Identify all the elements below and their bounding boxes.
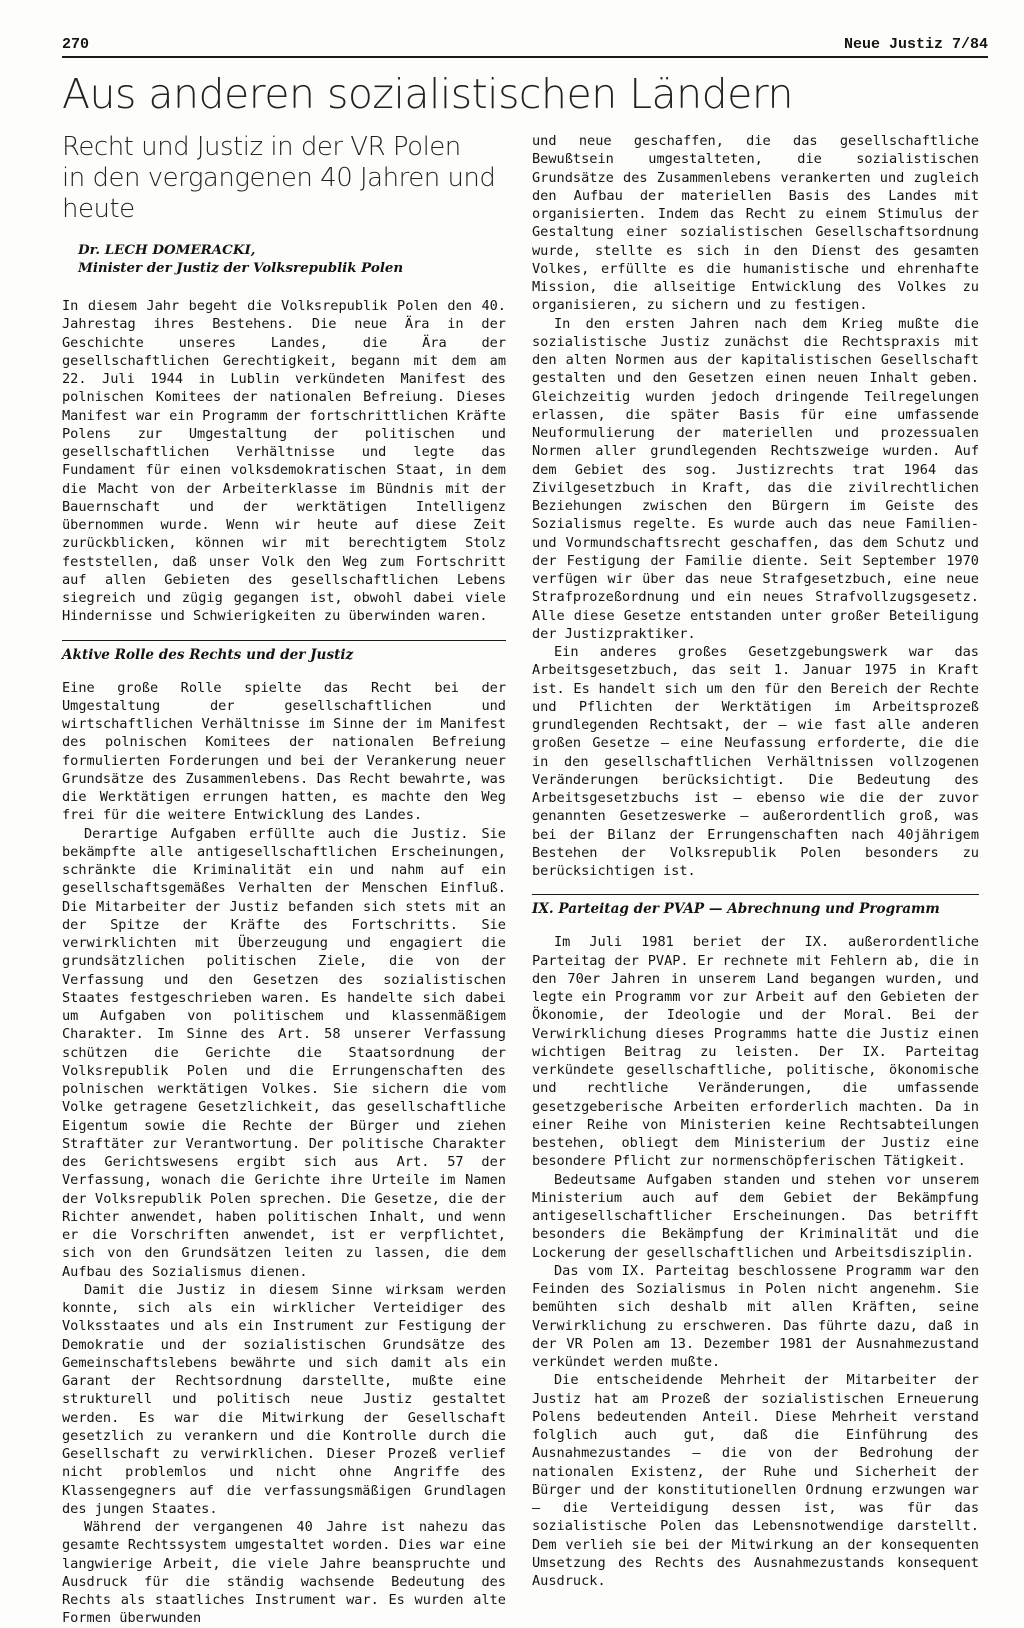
page-header [62,36,988,58]
article-title [62,132,506,225]
paragraph: und neue geschaffen, die das gesellschaftliche Bewußtsein umgestalteten, die sozialistischen Grundsätze des Zusammenlebens verankerten und zugleich den Aufbau der materiellen Basis des Landes mit organisierten. Indem das Recht zu einem Stimulus der Gestaltung einer sozialistischen Gesellschaftsordnung wurde, stellte es sich in den Dienst des gesamten Volkes, erfüllte es die humanistische und ehrenhafte Mission, die allseitige Entwicklung des Volkes zu organisieren, zu sichern und zu festigen. [532,133,979,314]
intro-paragraph: In diesem Jahr begeht die Volksrepublik Polen den 40. Jahrestag ihres Bestehens. Die neue Ära in der Geschichte unseres Landes, die Ära der gesellschaftlichen Gerechtigkeit, begann mit dem am 22. Juli 1944 in Lublin verkündeten Manifest des polnischen Komitees der nationalen Befreiung. Dieses Manifest war ein Programm der fortschrittlichen Kräfte Polens zur Umgestaltung der politischen und gesellschaftlichen Verhältnisse und legte das Fundament für einen volksdemokratischen Staat, in dem die Macht von der Arbeiterklasse im Bündnis mit der Bauernschaft und der werktätigen Intelligenz übernommen wurde. Wenn wir heute auf diese Zeit zurückblicken, können wir mit berechtigtem Stolz feststellen, daß unser Volk den Weg zum Fortschritt auf allen Gebieten des gesellschaftlichen Lebens siegreich und zügig gegangen ist, obwohl dabei viele Hindernisse und Schwierigkeiten zu überwinden waren. [62,298,506,625]
paragraph: Im Juli 1981 beriet der IX. außerordentliche Parteitag der PVAP. Er rechnete mit Fehlern ab, die in den 70er Jahren in unserem Land begangen wurden, und legte ein Programm vor zur Arbeit auf den Gebieten der Ökonomie, der Ideologie und der Moral. Bei der Verwirklichung dieses Programms hatte die Justiz einen wichtigen Beitrag zu leisten. Der IX. Parteitag verkündete gesellschaftliche, politische, ökonomische und rechtliche Veränderungen, die umfassende gesetzgeberische Arbeiten erforderlich machten. Da in einer Reihe von Ministerien keine Rechtsabteilungen bestehen, obliegt dem Ministerium der Justiz eine besondere Pflicht zur normenschöpferischen Tätigkeit. [532,934,979,1170]
paragraph: Bedeutsame Aufgaben standen und stehen vor unserem Ministerium auch auf dem Gebiet der Bekämpfung antigesellschaftlicher Erscheinungen. Das betrifft besonders die Bekämpfung der Kriminalität und die Lockerung der gesellschaftlichen und Arbeitsdisziplin. [532,1171,979,1261]
page-number: 270 [62,36,90,53]
paragraph: Das vom IX. Parteitag beschlossene Programm war den Feinden des Sozialismus in Polen nicht angenehm. Sie bemühten sich deshalb mit allen Kräften, seine Verwirklichung zu erschweren. Das führte dazu, daß in der VR Polen am 13. Dezember 1981 der Ausnahmezustand verkündet werden mußte. [532,1262,979,1370]
paragraph: Damit die Justiz in diesem Sinne wirksam werden konnte, sich als ein wirklicher Verteidiger des Volksstaates und als ein Instrument zur Festigung der Demokratie und der sozialistischen Grundsätze des Gemeinschaftslebens bewährte und sich damit als ein Garant der Rechtsordnung darstellte, mußte eine strukturell und politisch neue Justiz gestaltet werden. Es war die Mitwirkung der Gesellschaft gesetzlich zu verankern und die Kontrolle durch die Gesellschaft zu verwirklichen. Dieser Prozeß verlief nicht problemlos und nicht ohne Angriffe des Klassengegners auf die verfassungsmäßigen Grundlagen des jungen Staates. [62,1281,506,1517]
paragraph: Derartige Aufgaben erfüllte auch die Justiz. Sie bekämpfte alle antigesellschaftlichen Erscheinungen, schränkte die Kriminalität ein und nahm auf ein gesellschaftsgemäßes Verhalten der Menschen Einfluß. Die Mitarbeiter der Justiz befanden sich stets mit an der Spitze der Kräfte des Fortschritts. Sie verwirklichten mit Überzeugung und engagiert die grundsätzlichen politischen Ziele, die von der Verfassung und den Gesetzen des sozialistischen Staates festgeschrieben waren. Es handelte sich dabei um Aufgaben von politischem und klassenmäßigem Charakter. Im Sinne des Art. 58 unserer Verfassung schützen die Gerichte die Staatsordnung der Volksrepublik Polen und die Errungenschaften des polnischen werktätigen Volkes. Sie sichern die vom Volke getragene Gesetzlichkeit, das gesellschaftliche Eigentum sowie die Rechte der Bürger und ziehen Straftäter zur Verantwortung. Der politische Charakter des Gerichtswesens ergibt sich aus Art. 57 der Verfassung, wonach die Gerichte ihre Urteile im Namen der Volksrepublik Polen sprechen. Die Gesetze, die der Richter anwendet, haben politischen Inhalt, und wenn er die Vorschriften anwendet, ist er verpflichtet, sich von den Grundsätzen leiten zu lassen, die dem Aufbau des Sozialismus dienen. [62,825,506,1280]
paragraph: In den ersten Jahren nach dem Krieg mußte die sozialistische Justiz zunächst die Rechtspraxis mit den alten Normen aus der kapitalistischen Gesellschaft gestalten und den Gesetzen einen neuen Inhalt geben. Gleichzeitig wurden jedoch dringende Teilregelungen erlassen, die später Basis für eine umfassende Neuformulierung der materiellen und prozessualen Normen aller grundlegenden Rechtszweige wurden. Auf dem Gebiet des sog. Justizrechts trat 1964 das Zivilgesetzbuch in Kraft, das die zivilrechtlichen Beziehungen zwischen den Bürgern im Geiste des Sozialismus regelte. Es wurde auch das neue Familien- und Vormundschaftsrecht geschaffen, das dem Schutz und der Festigung der Familie diente. Seit September 1970 verfügen wir über das neue Strafgesetzbuch, eine neue Strafprozeßordnung und ein neues Strafvollzugsgesetz. Alle diese Gesetze entstanden unter großer Beteiligung der Justizpraktiker. [532,315,979,642]
section-title: Aus anderen sozialistischen Ländern [62,70,794,118]
paragraph: Während der vergangenen 40 Jahre ist nahezu das gesamte Rechtssystem umgestaltet worden. Dies war eine langwierige Arbeit, die viele Jahre beanspruchte und Ausdruck für die ständig wachsende Bedeutung des Rechts als staatliches Instrument war. Es wurden alte Formen überwunden [62,1519,506,1627]
left-column [62,132,506,1627]
subheading-party-congress: IX. Parteitag der PVAP — Abrechnung und Programm [532,894,979,919]
right-column [532,132,979,1589]
article-title-line-1: Recht und Justiz in der VR Polen [62,132,461,162]
journal-issue: Neue Justiz 7/84 [843,36,988,53]
paragraph: Ein anderes großes Gesetzgebungswerk war das Arbeitsgesetzbuch, das seit 1. Januar 1975 in Kraft ist. Es handelt sich um den für den Bereich der Rechte und Pflichten der Werktätigen im Arbeitsprozeß grundlegenden Rechtsakt, der – wie fast alle anderen großen Gesetze – eine Neufassung erforderte, die die in den gesellschaftlichen Verhältnissen vollzogenen Veränderungen berücksichtigt. Die Bedeutung des Arbeitsgesetzbuchs ist – ebenso wie die der zuvor genannten Gesetzeswerke – außerordentlich groß, was bei der Bilanz der Errungenschaften nach 40jährigem Bestehen der Volksrepublik Polen besonders zu berücksichtigen ist. [532,644,979,879]
paragraph: Die entscheidende Mehrheit der Mitarbeiter der Justiz hat am Prozeß der sozialistischen Erneuerung Polens bedeutenden Anteil. Diese Mehrheit verstand folglich auch gut, daß die Einführung des Ausnahmezustandes – die von der Bedrohung der nationalen Existenz, der Ruhe und Sicherheit der Bürger und der konstitutionellen Ordnung erzwungen war – die Verteidigung dessen ist, was für das sozialistische Polen das Lebensnotwendige darstellt. Dem verlieh sie bei der Mitwirkung an der konsequenten Umsetzung des Rechts des Ausnahmezustands konsequent Ausdruck. [532,1372,979,1589]
author-role: Minister der Justiz der Volksrepublik Polen [78,260,404,276]
article-title-line-2: in den vergangenen 40 Jahren und heute [62,163,496,224]
subheading-active-role: Aktive Rolle des Rechts und der Justiz [62,640,506,665]
paragraph: Eine große Rolle spielte das Recht bei der Umgestaltung der gesellschaftlichen und wirtschaftlichen Verhältnisse im Sinne der im Manifest des polnischen Komitees der nationalen Befreiung formulierten Forderungen und bei der Verankerung neuer Grundsätze des Zusammenlebens. Das Recht bewahrte, was die Werktätigen errungen hatten, es machte den Weg frei für die weitere Entwicklung des Landes. [62,679,506,824]
author-name: Dr. LECH DOMERACKI, [78,242,256,258]
